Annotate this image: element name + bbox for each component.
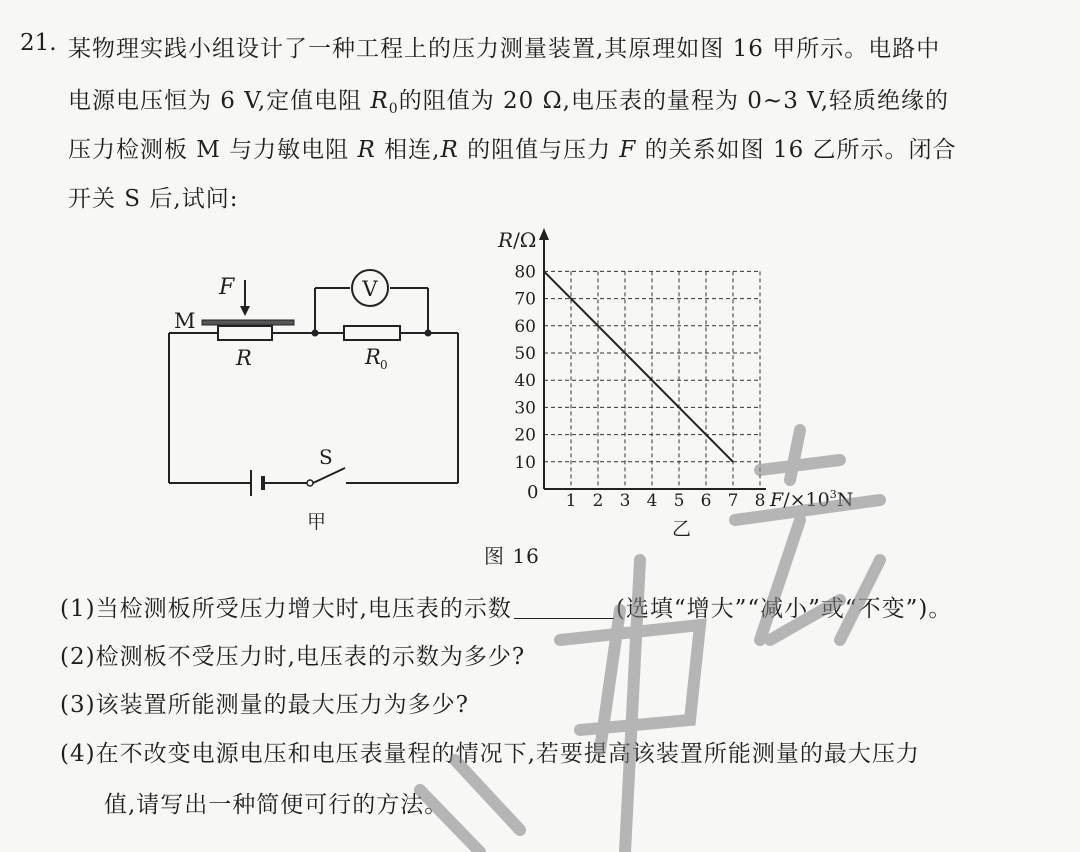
y-tick-label: 50: [514, 344, 536, 364]
intro-line-3: [68, 131, 957, 164]
y-tick-label: 40: [514, 371, 536, 392]
x-tick-label: 8: [754, 491, 766, 511]
label-r0-sub: 0: [380, 358, 388, 372]
x-axis-label: [769, 488, 853, 511]
chart-series: [544, 271, 733, 461]
circuit-diagram: [150, 262, 480, 542]
y-axis-symbol: R: [498, 228, 514, 252]
intro-line-2a: 电源电压恒为 6 V,定值电阻: [68, 88, 371, 114]
x-axis-exp: 3: [829, 488, 837, 501]
force-arrow-icon: [240, 306, 250, 316]
figure-caption: 图 16: [484, 544, 540, 568]
label-s: S: [319, 445, 333, 469]
r-vs-f-chart: [490, 222, 870, 542]
label-jia: 甲: [307, 511, 327, 533]
fixed-resistor-r0: [344, 326, 400, 340]
x-axis-symbol: F: [770, 489, 784, 511]
chart-ticks: [514, 262, 765, 511]
answer-blank: [514, 600, 614, 619]
intro-line-1: 某物理实践小组设计了一种工程上的压力测量装置,其原理如图 16 甲所示。电路中: [68, 36, 941, 62]
question-number: 21.: [20, 30, 57, 56]
label-yi: 乙: [672, 518, 692, 540]
x-axis-unit: /×10: [783, 489, 830, 511]
intro-line-4: 开关 S 后,试问:: [68, 186, 239, 212]
force-sensitive-resistor: [218, 326, 272, 340]
intro-line-3c: 的阻值与压力: [458, 137, 620, 163]
x-tick-label: 1: [565, 491, 577, 511]
label-m: M: [174, 309, 196, 333]
x-tick-label: 5: [673, 491, 685, 511]
pressure-plate-m: [202, 320, 294, 325]
r-symbol: R: [357, 137, 376, 163]
y-tick-label: 10: [514, 452, 536, 473]
y-axis-unit: /Ω: [513, 228, 537, 252]
x-axis-tail: N: [836, 489, 854, 511]
part-4-line-1: (4)在不改变电源电压和电压表量程的情况下,若要提高该装置所能测量的最大压力: [60, 741, 920, 767]
part-1: [60, 590, 952, 623]
intro-line-3a: 压力检测板 M 与力敏电阻: [68, 137, 358, 163]
intro-line-2b: 的阻值为 20 Ω,电压表的量程为 0~3 V,轻质绝缘的: [398, 88, 950, 114]
origin-label: 0: [527, 482, 539, 503]
part-1-options: (选填“增大”“减小”或“不变”)。: [615, 596, 953, 622]
x-tick-label: 7: [727, 491, 739, 511]
x-tick-label: 2: [592, 491, 604, 511]
part-3: (3)该装置所能测量的最大压力为多少?: [60, 692, 469, 718]
x-tick-label: 3: [619, 491, 631, 511]
label-f: F: [219, 275, 235, 300]
battery-icon: [251, 470, 263, 496]
r0-symbol: R: [370, 88, 389, 114]
label-v: V: [362, 277, 378, 301]
intro-line-3b: 相连,: [375, 137, 441, 163]
r0-subscript: 0: [388, 101, 399, 117]
intro-line-3d: 的关系如图 16 乙所示。闭合: [636, 137, 957, 163]
x-tick-label: 6: [700, 491, 712, 511]
y-tick-label: 20: [514, 425, 536, 446]
y-tick-label: 60: [514, 316, 536, 337]
f-symbol: F: [619, 137, 637, 163]
switch-icon: [307, 480, 313, 486]
y-axis-label: [497, 228, 536, 252]
part-2: (2)检测板不受压力时,电压表的示数为多少?: [60, 644, 526, 670]
r-symbol-2: R: [440, 137, 459, 163]
x-tick-label: 4: [646, 491, 658, 511]
y-axis-arrow-icon: [539, 228, 549, 240]
label-r0: R: [365, 345, 381, 369]
part-4-line-2: 值,请写出一种简便可行的方法。: [104, 792, 449, 818]
series-line: [544, 271, 733, 461]
y-tick-label: 30: [514, 398, 536, 419]
y-tick-label: 80: [514, 262, 536, 283]
intro-line-2: [68, 82, 949, 117]
y-tick-label: 70: [514, 289, 536, 310]
part-1-text: (1)当检测板所受压力增大时,电压表的示数: [60, 596, 512, 622]
label-r: R: [236, 346, 252, 370]
